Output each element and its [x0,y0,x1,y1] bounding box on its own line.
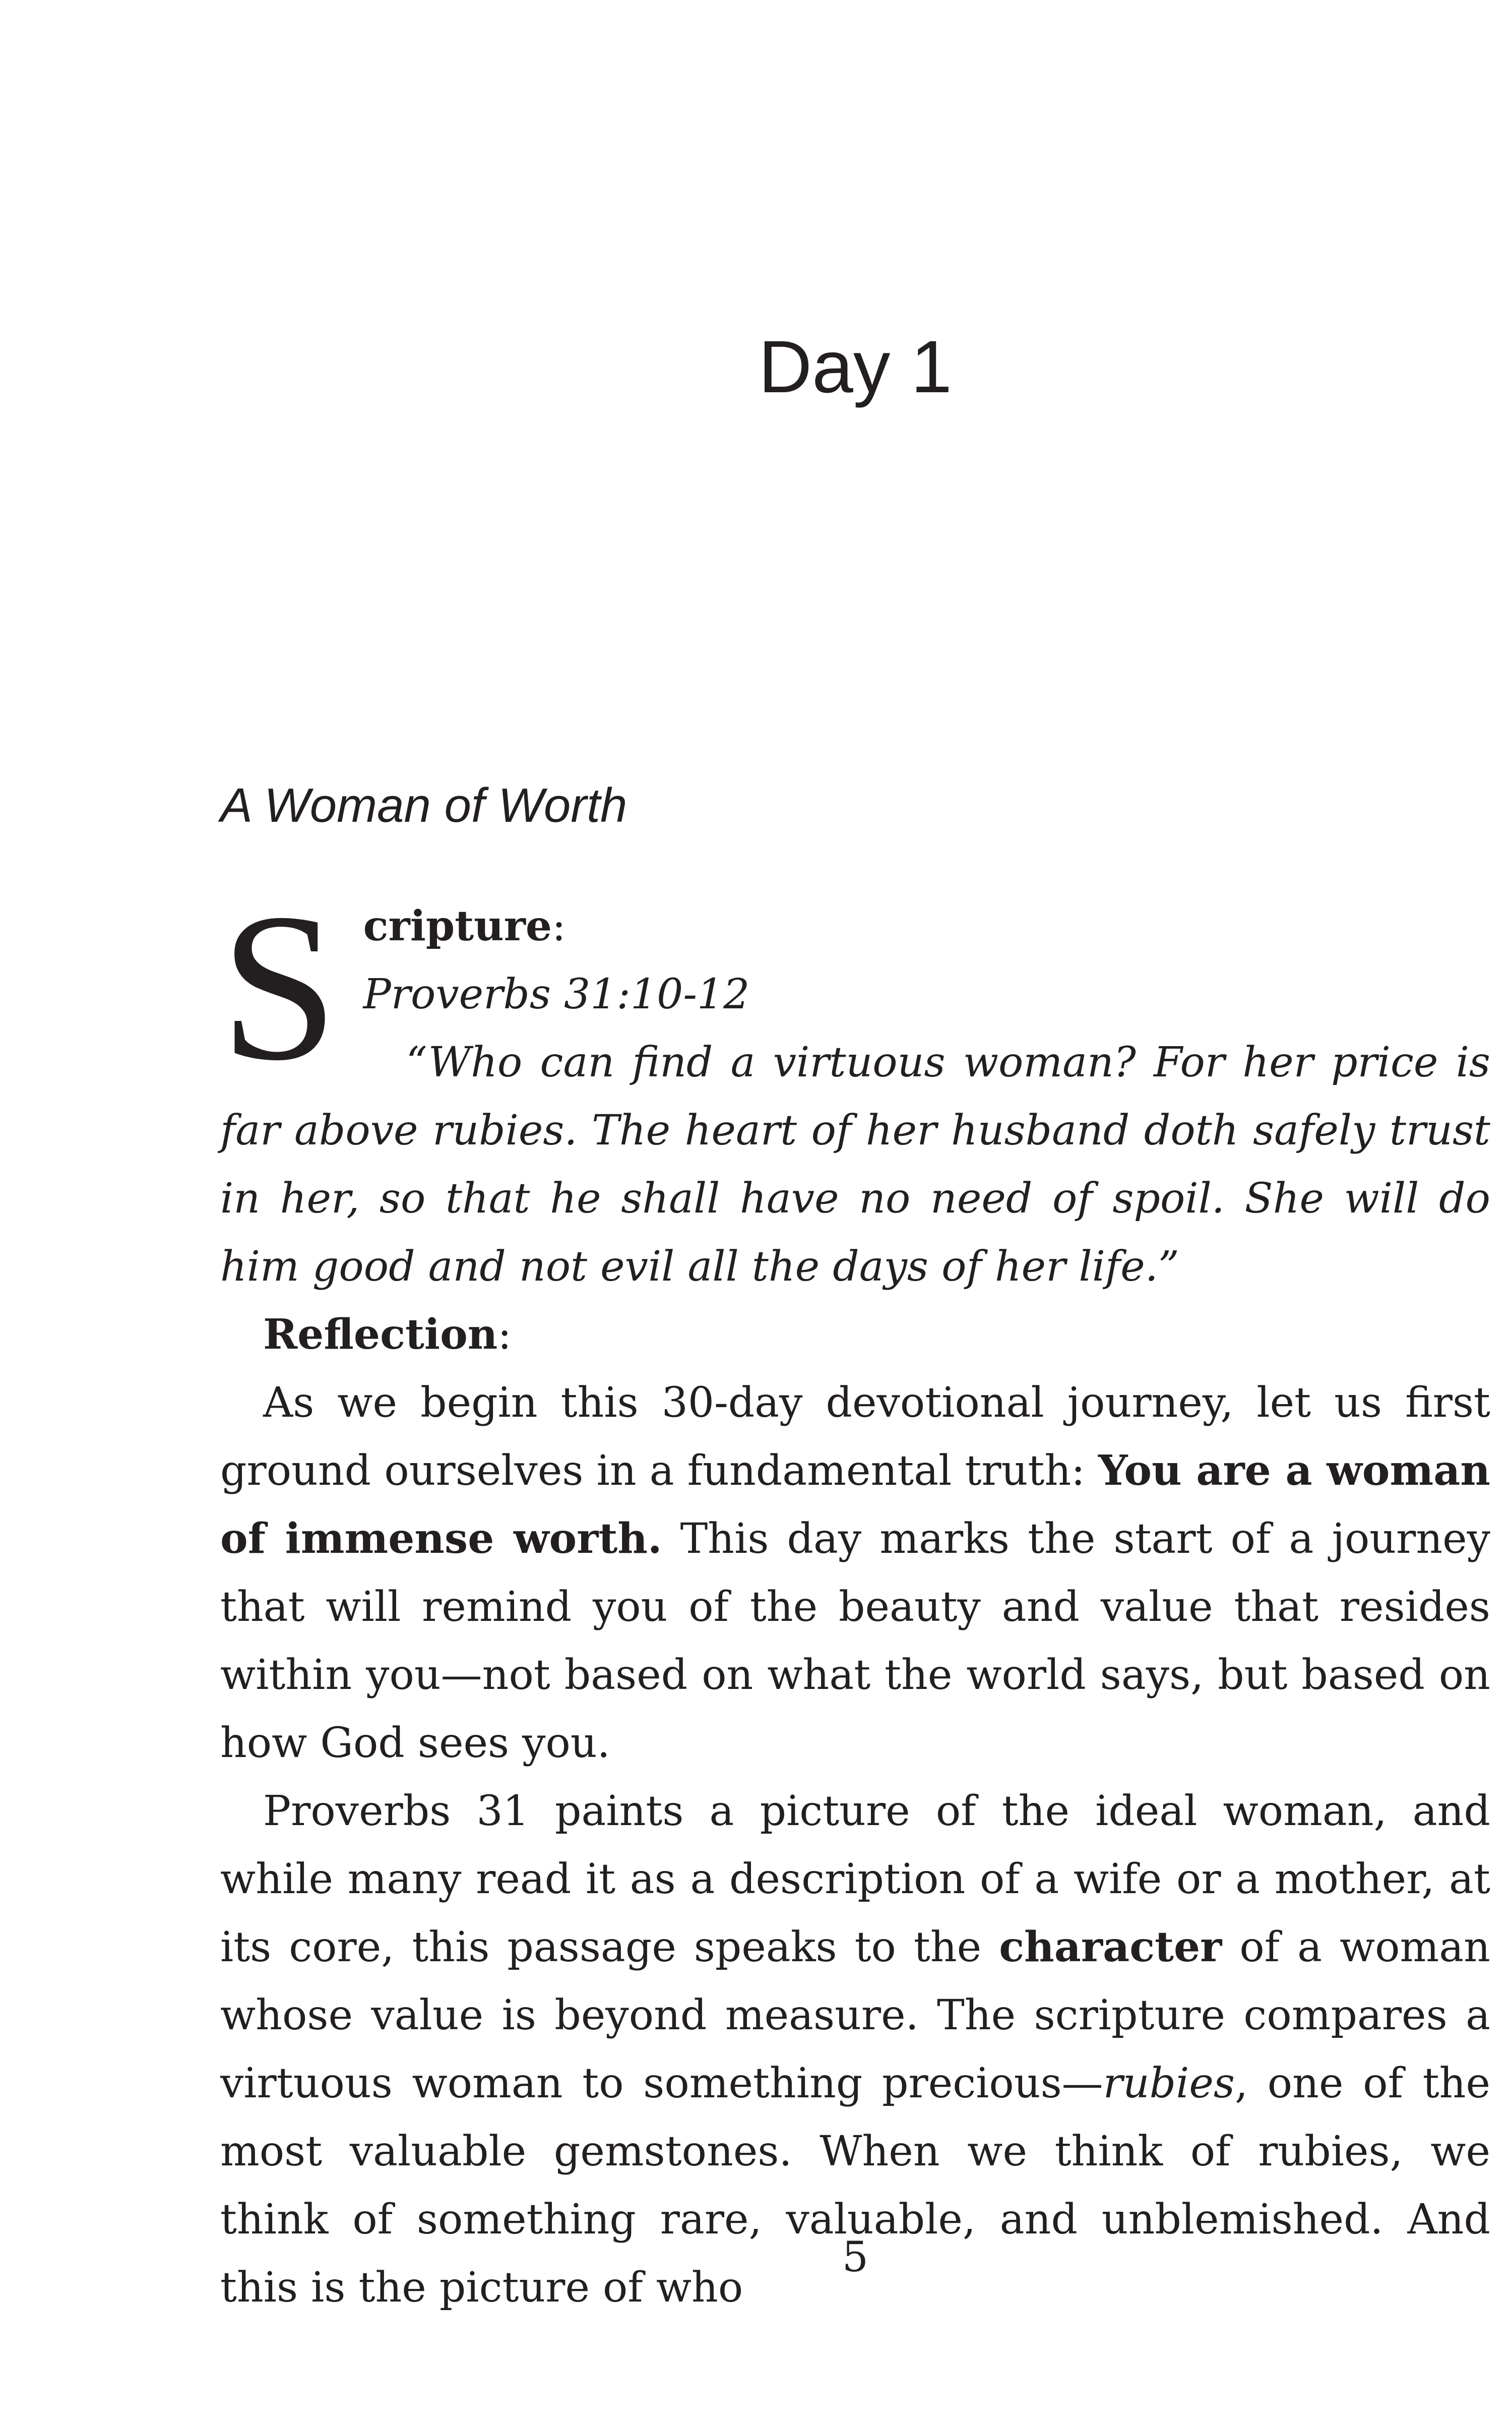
scripture-heading [220,892,1490,960]
scripture-label: cripture [363,902,552,950]
scripture-colon: : [552,902,566,950]
reflection-p2-text-a: Proverbs 31 paints a picture of the ideal woman, and while many read it as a description of a wife or a mother, at its core, this passage speaks to the [220,1787,1490,1971]
reflection-heading [220,1301,1490,1369]
scripture-reference: Proverbs 31:10-12 [363,971,750,1018]
reflection-label: Reflection [263,1310,498,1359]
drop-cap: S [220,870,338,1104]
reflection-p2-text-b: of a woman whose value is beyond measure. The scripture compares a virtuous woman to something precious— [220,1923,1490,2107]
page-number-wrap [0,2233,1512,2281]
body-text [220,870,1490,2322]
reflection-p1-bold: You are a woman of immense worth. [220,1446,1490,1563]
reflection-p2-italic: rubies [1103,2060,1235,2107]
reflection-p1-text-a: As we begin this 30-day devotional journey, let us first ground ourselves in a fundamental truth: [220,1379,1490,1495]
chapter-title: Day 1 [758,326,952,408]
page-number: 5 [842,2233,869,2281]
reflection-p1-text-b: This day marks the start of a journey that will remind you of the beauty and value that resides within you—not based on what the world says, but based on how God sees you. [220,1515,1490,1767]
reflection-colon: : [497,1311,512,1359]
chapter-subtitle: A Woman of Worth [220,778,627,832]
scripture-verse: “Who can find a virtuous woman? For her price is far above rubies. The heart of her husband doth safely trust in her, so that he shall have no need of spoil. She will do him good and not evil all the days of her life.” [220,1039,1490,1291]
chapter-title-wrap [0,326,1512,408]
reflection-p2-bold: character [999,1923,1222,1971]
reflection-p2-text-c: , one of the most valuable gemstones. When we think of rubies, we think of something rare, valuable, and unblemished. And this is the picture of who [220,2060,1490,2312]
reflection-paragraph-1 [220,1369,1490,1777]
